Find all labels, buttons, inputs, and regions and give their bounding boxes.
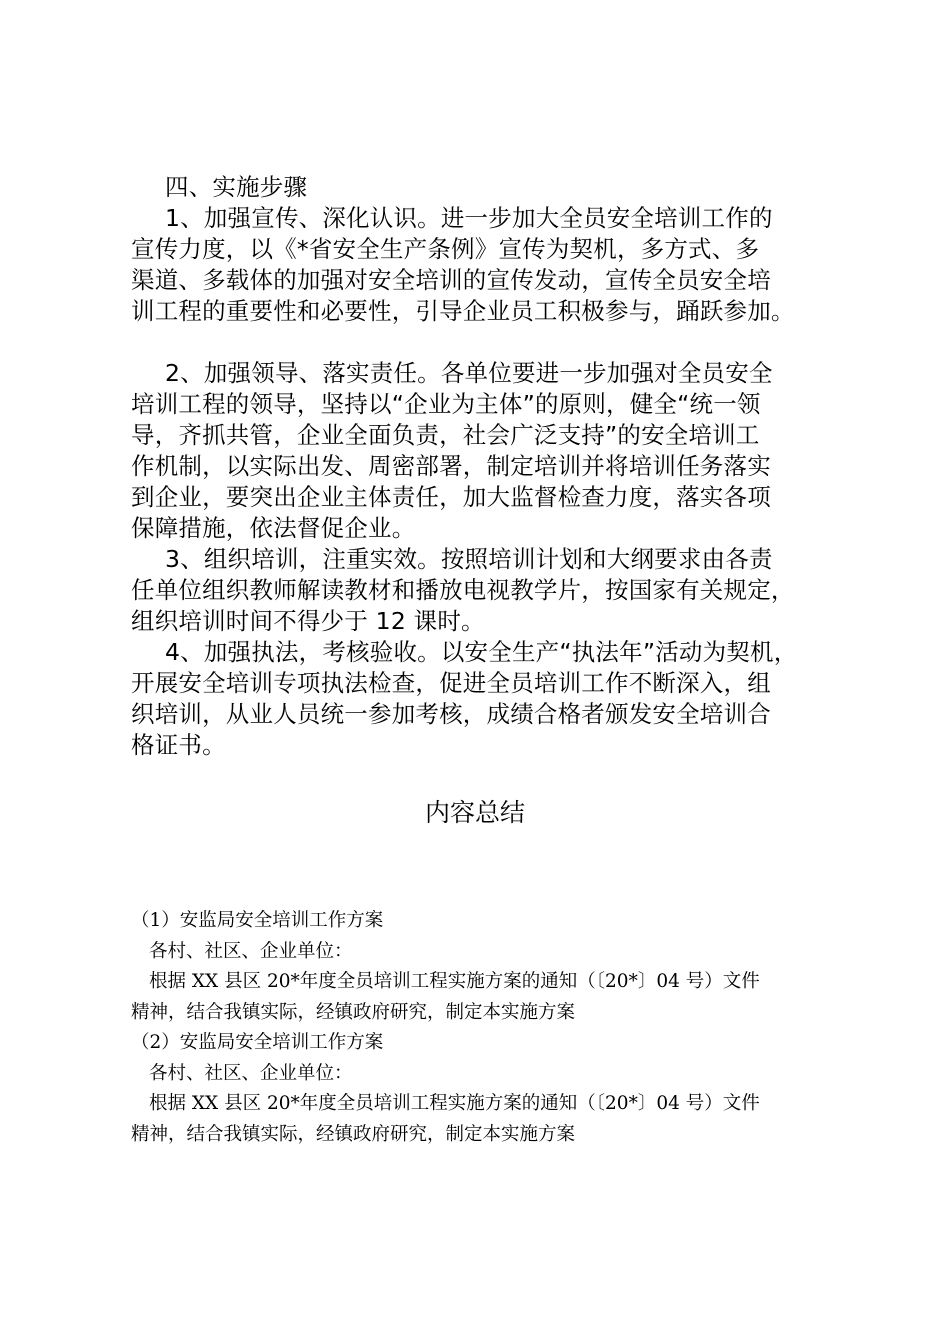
- paragraph-line: 任单位组织教师解读教材和播放电视教学片，按国家有关规定，: [131, 576, 795, 604]
- step-paragraph-4: [131, 637, 831, 761]
- summary-item-heading: （1）安监局安全培训工作方案: [131, 910, 384, 931]
- summary-item-recipients: 各村、社区、企业单位：: [149, 940, 353, 962]
- summary-item-body: 精神，结合我镇实际，经镇政府研究，制定本实施方案: [131, 1123, 576, 1145]
- summary-title: 内容总结: [424, 798, 525, 827]
- paragraph-spacer: [131, 327, 831, 358]
- paragraph-line: 1、加强宣传、深化认识。进一步加大全员安全培训工作的: [165, 204, 773, 232]
- paragraph-line: 4、加强执法，考核验收。以安全生产“执法年”活动为契机，: [165, 638, 798, 666]
- summary-item-heading: （2）安监局安全培训工作方案: [131, 1032, 384, 1053]
- paragraph-line: 3、组织培训，注重实效。按照培训计划和大纲要求由各责: [165, 545, 773, 573]
- paragraph-line: 保障措施，依法督促企业。: [131, 514, 416, 542]
- summary-item-2: [131, 1028, 831, 1150]
- summary-item-body: 精神，结合我镇实际，经镇政府研究，制定本实施方案: [131, 1001, 576, 1023]
- step-paragraph-1: [131, 203, 831, 327]
- summary-item-recipients: 各村、社区、企业单位：: [149, 1062, 353, 1084]
- implementation-steps-section: [131, 172, 831, 761]
- summary-item-body: 根据 XX 县区 20*年度全员培训工程实施方案的通知（〔20*〕04 号）文件: [149, 1093, 760, 1114]
- paragraph-line: 渠道、多载体的加强对安全培训的宣传发动，宣传全员安全培: [131, 266, 771, 294]
- summary-item-body: 根据 XX 县区 20*年度全员培训工程实施方案的通知（〔20*〕04 号）文件: [149, 971, 760, 992]
- paragraph-line: 训工程的重要性和必要性，引导企业员工积极参与，踊跃参加。: [131, 297, 795, 325]
- paragraph-line: 宣传力度，以《*省安全生产条例》宣传为契机，多方式、多: [131, 235, 760, 263]
- step-paragraph-3: [131, 544, 831, 637]
- summary-item-1: [131, 906, 831, 1028]
- paragraph-line: 2、加强领导、落实责任。各单位要进一步加强对全员安全: [165, 359, 773, 387]
- paragraph-line: 导，齐抓共管，企业全面负责，社会广泛支持”的安全培训工: [131, 421, 760, 449]
- paragraph-line: 组织培训时间不得少于 12 课时。: [131, 607, 485, 635]
- step-paragraph-2: [131, 358, 831, 544]
- paragraph-line: 作机制，以实际出发、周密部署，制定培训并将培训任务落实: [131, 452, 771, 480]
- paragraph-line: 到企业，要突出企业主体责任，加大监督检查力度，落实各项: [131, 483, 771, 511]
- paragraph-line: 开展安全培训专项执法检查，促进全员培训工作不断深入，组: [131, 669, 771, 697]
- paragraph-line: 培训工程的领导，坚持以“企业为主体”的原则，健全“统一领: [131, 390, 761, 418]
- paragraph-line: 格证书。: [131, 731, 226, 759]
- summary-section: [131, 906, 831, 1150]
- section-heading: 四、实施步骤: [165, 173, 308, 201]
- paragraph-line: 织培训，从业人员统一参加考核，成绩合格者颁发安全培训合: [131, 700, 771, 728]
